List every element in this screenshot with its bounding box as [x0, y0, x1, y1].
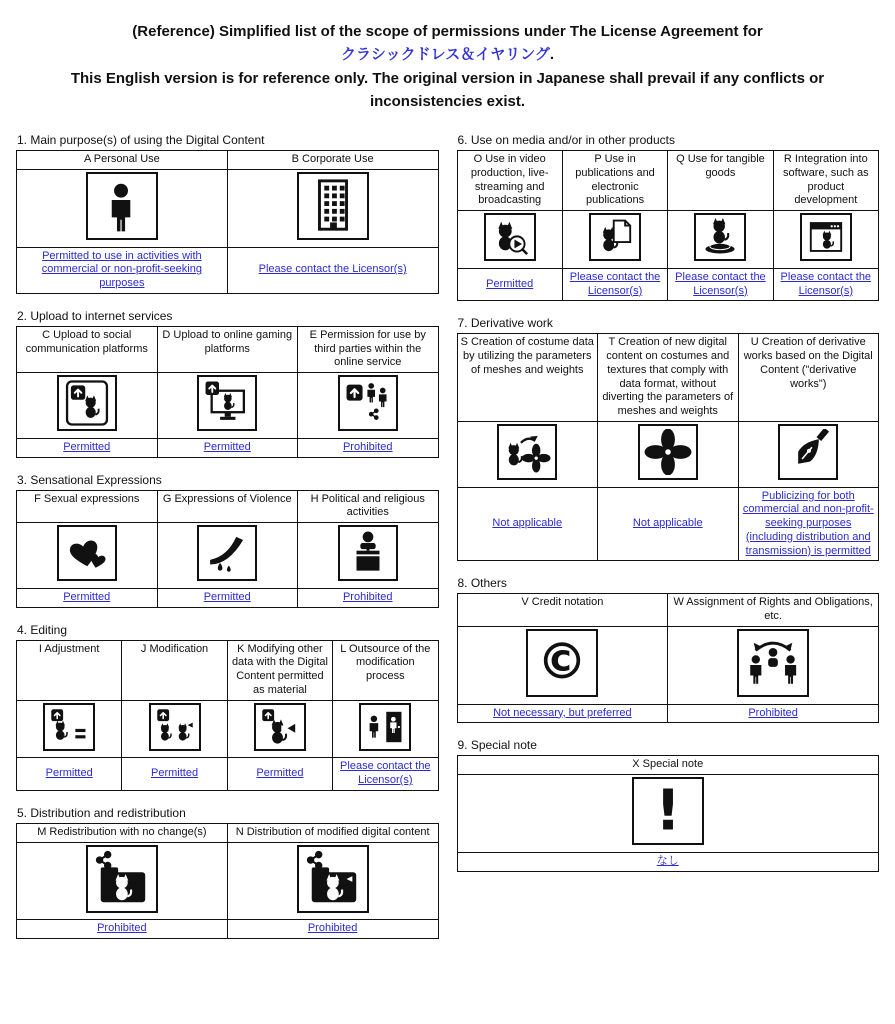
svg-text:©: © — [537, 633, 588, 691]
status-link[interactable]: Not applicable — [492, 517, 563, 529]
adjustment-icon — [43, 703, 95, 751]
cell-icon — [668, 626, 879, 704]
status-link[interactable]: Prohibited — [748, 706, 798, 719]
status-link[interactable]: Permitted — [486, 277, 534, 290]
cell-status — [17, 588, 158, 607]
new-content-icon — [638, 424, 698, 480]
status-link[interactable]: Please contact the Licensor(s) — [675, 270, 766, 297]
cell-header: B Corporate Use — [227, 151, 438, 170]
publications-icon — [589, 213, 641, 261]
cell-icon — [17, 842, 228, 920]
cell-status — [738, 487, 879, 561]
status-link[interactable]: Permitted — [63, 590, 111, 603]
cell-status — [598, 487, 739, 561]
cell-status — [122, 758, 227, 791]
permission-table — [457, 593, 880, 723]
cell-icon — [457, 626, 668, 704]
title-line2: This English version is for reference only. The original version in Japanese shall prevail if any conflicts or inconsistencies exist. — [70, 69, 825, 110]
status-link[interactable]: Please contact the Licensor(s) — [569, 270, 661, 297]
status-link[interactable]: Permitted — [45, 767, 93, 780]
cell-status — [333, 758, 438, 791]
cell-header: M Redistribution with no change(s) — [17, 823, 228, 842]
section-title: 7. Derivative work — [457, 316, 553, 331]
left-column — [16, 133, 439, 954]
permission-table — [16, 150, 439, 294]
upload-social-icon — [57, 375, 117, 431]
permission-table — [16, 490, 439, 608]
cell-status — [457, 268, 562, 301]
permission-table — [457, 150, 880, 301]
cell-header: P Use in publications and electronic publications — [562, 151, 667, 211]
cell-status — [17, 247, 228, 293]
cell-header: W Assignment of Rights and Obligations, etc. — [668, 594, 879, 627]
cell-status — [457, 852, 879, 871]
section-title: 4. Editing — [17, 622, 68, 637]
cell-icon — [17, 373, 158, 439]
section-8 — [457, 576, 880, 723]
section-3 — [16, 473, 439, 608]
cell-icon — [562, 211, 667, 269]
exclamation-icon — [632, 777, 704, 845]
status-link[interactable]: Please contact the Licensor(s) — [780, 270, 872, 297]
cell-header: D Upload to online gaming platforms — [157, 326, 298, 372]
status-link[interactable]: Prohibited — [97, 922, 147, 935]
cell-icon — [17, 169, 228, 247]
cell-header: R Integration into software, such as product development — [773, 151, 878, 211]
status-link[interactable]: Permitted — [256, 767, 304, 780]
cell-header: X Special note — [457, 756, 879, 775]
two-column-layout — [16, 133, 879, 954]
cell-header: U Creation of derivative works based on the Digital Content ("derivative works") — [738, 334, 879, 422]
status-link[interactable]: Please contact the Licensor(s) — [340, 760, 431, 786]
copyright-icon — [526, 629, 598, 697]
cell-status — [227, 920, 438, 939]
cell-icon — [298, 373, 439, 439]
modification-icon — [149, 703, 201, 751]
cell-icon — [298, 523, 439, 589]
status-link[interactable]: なし — [656, 854, 679, 867]
cell-icon — [457, 775, 879, 853]
cell-icon — [157, 523, 298, 589]
cell-icon — [227, 169, 438, 247]
cell-icon — [122, 700, 227, 758]
status-link[interactable]: Publicizing for both commercial and non-profit-seeking purposes (including distribution and transmission) is permitted — [742, 489, 874, 557]
status-link[interactable]: Not necessary, but preferred — [493, 706, 632, 719]
costume-data-icon — [497, 424, 557, 480]
title-period: . — [549, 46, 555, 64]
cell-status — [298, 588, 439, 607]
distribution-modified-icon — [297, 845, 369, 913]
section-title: 9. Special note — [457, 738, 537, 753]
cell-header: E Permission for use by third parties within the online service — [298, 326, 439, 372]
section-title: 1. Main purpose(s) of using the Digital Content — [17, 133, 265, 147]
assignment-icon — [737, 629, 809, 697]
permission-table — [457, 755, 880, 871]
permission-table — [457, 333, 880, 561]
section-5 — [16, 806, 439, 939]
cell-header: T Creation of new digital content on costumes and textures that comply with data format, without diverting the parameters of meshes and weights — [598, 334, 739, 422]
cell-icon — [227, 842, 438, 920]
cell-status — [773, 268, 878, 301]
cell-status — [562, 268, 667, 301]
cell-status — [227, 247, 438, 293]
cell-header: Q Use for tangible goods — [668, 151, 773, 211]
cell-header: N Distribution of modified digital content — [227, 823, 438, 842]
cell-header: L Outsource of the modification process — [333, 640, 438, 700]
cell-header: G Expressions of Violence — [157, 490, 298, 523]
cell-header: S Creation of costume data by utilizing the parameters of meshes and weights — [457, 334, 598, 422]
cell-header: A Personal Use — [17, 151, 228, 170]
section-6 — [457, 133, 880, 301]
cell-header: F Sexual expressions — [17, 490, 158, 523]
tangible-goods-icon — [694, 213, 746, 261]
cell-status — [17, 438, 158, 457]
upload-gaming-icon — [197, 375, 257, 431]
derivative-pen-icon — [778, 424, 838, 480]
cell-status — [17, 758, 122, 791]
cell-icon — [333, 700, 438, 758]
cell-icon — [457, 421, 598, 487]
cell-status — [457, 704, 668, 723]
cell-header: I Adjustment — [17, 640, 122, 700]
cell-status — [298, 438, 439, 457]
section-4 — [16, 623, 439, 791]
section-title: 3. Sensational Expressions — [17, 472, 162, 487]
cell-icon — [157, 373, 298, 439]
status-link[interactable]: Prohibited — [342, 440, 393, 453]
section-title: 2. Upload to internet services — [17, 308, 173, 323]
cell-icon — [668, 211, 773, 269]
cell-status — [157, 438, 298, 457]
section-title: 8. Others — [457, 576, 507, 591]
video-production-icon — [484, 213, 536, 261]
cell-status — [668, 268, 773, 301]
section-1 — [16, 133, 439, 294]
cell-status — [157, 588, 298, 607]
podium-icon — [338, 525, 398, 581]
status-link[interactable]: Please contact the Licensor(s) — [258, 263, 407, 276]
status-link[interactable]: Permitted — [151, 767, 199, 780]
hearts-icon — [57, 525, 117, 581]
software-integration-icon — [800, 213, 852, 261]
building-icon — [297, 172, 369, 240]
permission-table — [16, 640, 439, 791]
right-column — [457, 133, 880, 887]
title-line1: (Reference) Simplified list of the scope of permissions under The License Agreement for — [132, 23, 763, 40]
cell-header: V Credit notation — [457, 594, 668, 627]
cell-header: K Modifying other data with the Digital Content permitted as material — [227, 640, 332, 700]
cell-icon — [457, 211, 562, 269]
redistribution-icon — [86, 845, 158, 913]
section-title: 5. Distribution and redistribution — [17, 805, 186, 820]
cell-header: O Use in video production, live-streaming and broadcasting — [457, 151, 562, 211]
cell-icon — [17, 700, 122, 758]
status-link[interactable]: Not applicable — [632, 517, 703, 529]
status-link[interactable]: Permitted — [203, 440, 251, 453]
product-name: クラシックドレス＆イヤリング — [340, 46, 550, 64]
person-icon — [86, 172, 158, 240]
cell-icon — [738, 421, 879, 487]
status-link[interactable]: Permitted — [63, 440, 111, 453]
modify-other-data-icon — [254, 703, 306, 751]
status-link[interactable]: Prohibited — [342, 590, 393, 603]
cell-icon — [598, 421, 739, 487]
outsource-icon — [359, 703, 411, 751]
cell-header: H Political and religious activities — [298, 490, 439, 523]
knife-icon — [197, 525, 257, 581]
section-7 — [457, 316, 880, 561]
cell-icon — [227, 700, 332, 758]
cell-status — [17, 920, 228, 939]
cell-status — [668, 704, 879, 723]
cell-icon — [17, 523, 158, 589]
section-title: 6. Use on media and/or in other products — [457, 133, 675, 147]
status-link[interactable]: Prohibited — [307, 922, 358, 935]
cell-icon — [773, 211, 878, 269]
cell-header: C Upload to social communication platforms — [17, 326, 158, 372]
section-2 — [16, 309, 439, 458]
cell-header: J Modification — [122, 640, 227, 700]
section-9 — [457, 738, 880, 871]
cell-status — [227, 758, 332, 791]
permission-table — [16, 326, 439, 458]
svg-text:!: ! — [654, 782, 681, 840]
page-title — [46, 20, 849, 113]
status-link[interactable]: Permitted to use in activities with commercial or non-profit-seeking purposes — [41, 249, 202, 289]
status-link[interactable]: Permitted — [203, 590, 251, 603]
upload-third-party-icon — [338, 375, 398, 431]
cell-status — [457, 487, 598, 561]
permission-table — [16, 823, 439, 939]
